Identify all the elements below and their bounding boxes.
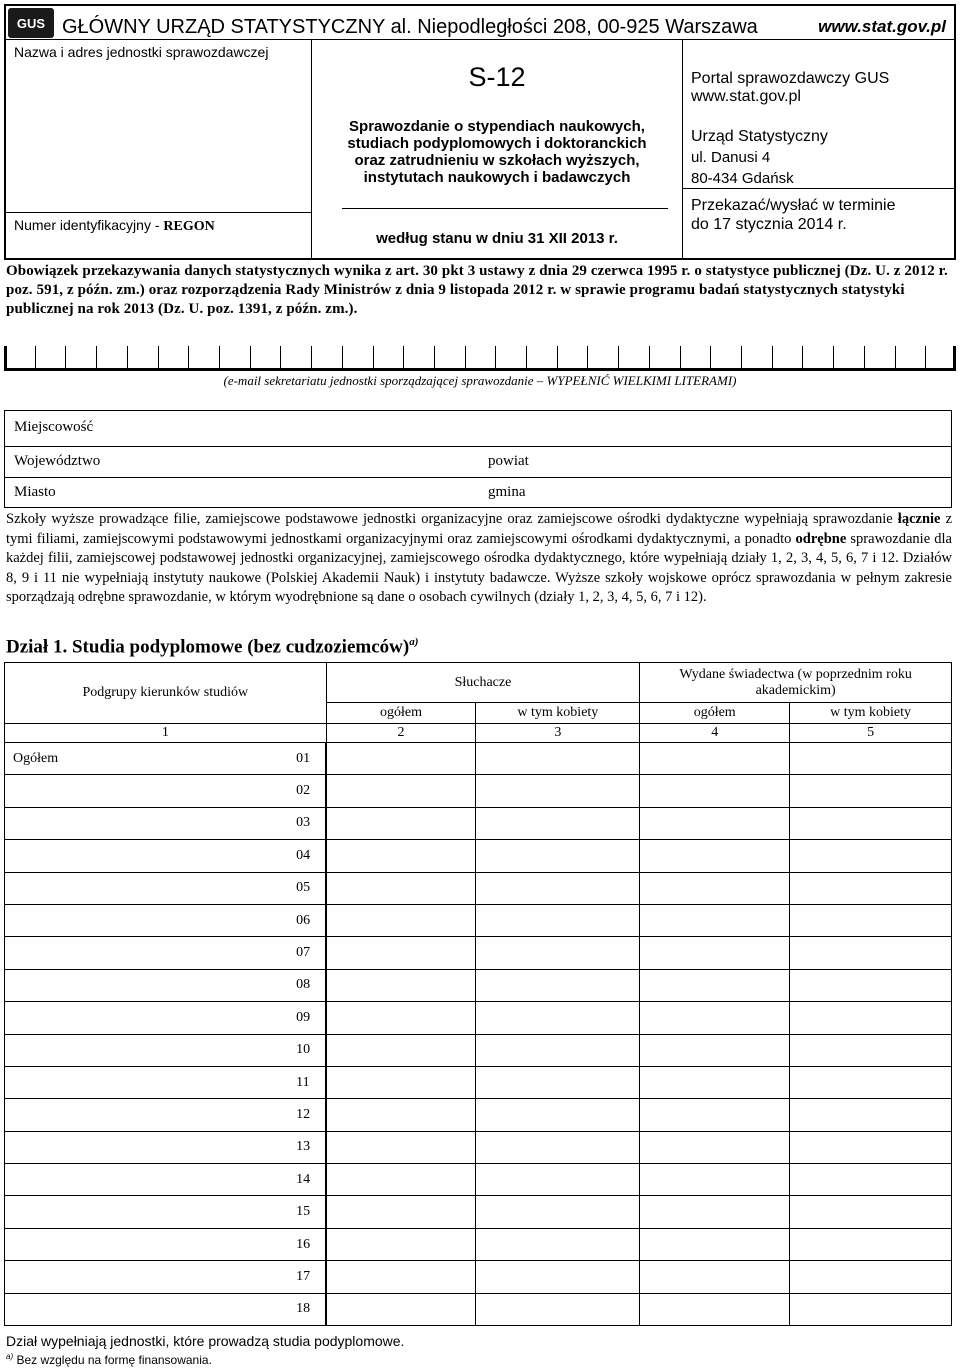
- row-number: 17: [290, 1261, 326, 1293]
- col-number: 4: [640, 724, 790, 743]
- portal-info: [691, 70, 889, 106]
- data-entry-cell[interactable]: [640, 904, 790, 936]
- data-entry-cell[interactable]: [326, 775, 476, 807]
- para-bold: łącznie: [897, 511, 941, 527]
- data-entry-cell[interactable]: [640, 872, 790, 904]
- form-title-block: [312, 40, 682, 258]
- email-char-box-divider: [925, 346, 926, 368]
- col-header-certificates: [640, 663, 952, 703]
- data-entry-cell[interactable]: [326, 937, 476, 969]
- data-entry-cell[interactable]: [790, 1131, 952, 1163]
- data-entry-cell[interactable]: [326, 1228, 476, 1260]
- row-label: [5, 807, 291, 839]
- row-number: 12: [290, 1099, 326, 1131]
- data-entry-cell[interactable]: [790, 1099, 952, 1131]
- form-title-line: studiach podyplomowych i doktoranckich: [347, 135, 647, 152]
- data-entry-cell[interactable]: [640, 1164, 790, 1196]
- divider: [342, 208, 668, 209]
- gus-logo: GUS: [8, 8, 54, 38]
- row-number: 10: [290, 1034, 326, 1066]
- email-char-box-divider: [680, 346, 681, 368]
- data-entry-cell[interactable]: [476, 1196, 640, 1228]
- voivodeship-row[interactable]: [5, 447, 951, 478]
- table-row: [5, 1293, 952, 1325]
- regon-label-bold: REGON: [163, 219, 215, 234]
- data-entry-cell[interactable]: [326, 1099, 476, 1131]
- data-entry-cell[interactable]: [326, 1164, 476, 1196]
- office-line: 80-434 Gdańsk: [691, 170, 794, 187]
- email-char-box-divider: [772, 346, 773, 368]
- email-char-box-divider: [96, 346, 97, 368]
- email-input-boxes[interactable]: [4, 346, 956, 370]
- table-row: [5, 1034, 952, 1066]
- table-row: [5, 775, 952, 807]
- divider: [683, 188, 955, 189]
- col-header-subgroups: [5, 663, 327, 724]
- email-char-box-divider: [35, 346, 36, 368]
- email-char-box-divider: [127, 346, 128, 368]
- data-entry-cell[interactable]: [790, 1066, 952, 1098]
- deadline-line: do 17 stycznia 2014 r.: [691, 216, 847, 233]
- row-number: 07: [290, 937, 326, 969]
- data-entry-cell[interactable]: [790, 840, 952, 872]
- office-name: GŁÓWNY URZĄD STATYSTYCZNY: [62, 16, 385, 38]
- email-char-box-divider: [465, 346, 466, 368]
- data-entry-cell[interactable]: [476, 1099, 640, 1131]
- row-label: [5, 1002, 291, 1034]
- section-title: [6, 636, 418, 658]
- data-entry-cell[interactable]: [640, 775, 790, 807]
- table-row: [5, 1164, 952, 1196]
- locality-field[interactable]: [5, 411, 951, 447]
- table-row: [5, 1066, 952, 1098]
- row-label: [5, 1131, 291, 1163]
- footnote: [6, 1352, 212, 1367]
- row-label: [5, 872, 291, 904]
- data-entry-cell[interactable]: [640, 743, 790, 775]
- row-label: [5, 1196, 291, 1228]
- form-title-line: Sprawozdanie o stypendiach naukowych,: [349, 118, 645, 135]
- data-entry-cell[interactable]: [790, 1293, 952, 1325]
- commune-label: gmina: [488, 484, 526, 500]
- email-char-box-divider: [649, 346, 650, 368]
- email-char-box-divider: [710, 346, 711, 368]
- email-char-box-divider: [833, 346, 834, 368]
- data-entry-cell[interactable]: [790, 1164, 952, 1196]
- col-number: 2: [326, 724, 476, 743]
- col-header-text: Podgrupy kierunków studiów: [82, 685, 249, 700]
- table-row: [5, 743, 952, 775]
- data-entry-cell[interactable]: [476, 969, 640, 1001]
- data-entry-cell[interactable]: [326, 904, 476, 936]
- data-entry-cell[interactable]: [326, 743, 476, 775]
- table-row: [5, 1196, 952, 1228]
- submission-info: [682, 40, 954, 258]
- data-entry-cell[interactable]: [326, 1196, 476, 1228]
- table-row: [5, 1099, 952, 1131]
- data-entry-cell[interactable]: [476, 1228, 640, 1260]
- email-char-box-divider: [953, 346, 956, 368]
- postgraduate-table: [4, 662, 952, 1326]
- para-text: sprawozdanie dla każdej filii, zamiejscowej podstawowej jednostki organizacyjnej, zamiejscowego ośrodka dydaktycznego, które wypełniają działy 1, 2, 3, 4, 5, 6, 7 i 12. Działów 8, 9 i 11 nie wypełniają instytuty naukowe (Polskiej Akademii Nauk) i instytuty badawcze. Wyższe szkoły wojskowe oprócz sprawozdania w pełnym zakresie sporządzają odrębne sprawozdanie, w którym wyodrębnione są dane o osobach cywilnych (działy 1, 2, 3, 4, 5, 6, 7 i 12).: [6, 530, 952, 605]
- row-label: [5, 1099, 291, 1131]
- email-char-box-divider: [864, 346, 865, 368]
- data-entry-cell[interactable]: [326, 872, 476, 904]
- data-entry-cell[interactable]: [476, 1002, 640, 1034]
- office-heading: [62, 16, 758, 38]
- form-title-line: instytutach naukowych i badawczych: [363, 169, 631, 186]
- row-label: [5, 1293, 291, 1325]
- location-box: [4, 410, 952, 508]
- data-entry-cell[interactable]: [640, 1196, 790, 1228]
- data-entry-cell[interactable]: [476, 1034, 640, 1066]
- footnote-mark: a): [409, 636, 419, 648]
- data-entry-cell[interactable]: [326, 1131, 476, 1163]
- data-entry-cell[interactable]: [326, 1261, 476, 1293]
- email-char-box-divider: [526, 346, 527, 368]
- row-label: [5, 937, 291, 969]
- city-row[interactable]: [5, 478, 951, 508]
- data-entry-cell[interactable]: [476, 1261, 640, 1293]
- data-entry-cell[interactable]: [790, 1228, 952, 1260]
- data-entry-cell[interactable]: [790, 1034, 952, 1066]
- data-entry-cell[interactable]: [326, 1293, 476, 1325]
- data-entry-cell[interactable]: [640, 1293, 790, 1325]
- data-entry-cell[interactable]: [326, 969, 476, 1001]
- data-entry-cell[interactable]: [790, 1196, 952, 1228]
- email-char-box-divider: [280, 346, 281, 368]
- data-entry-cell[interactable]: [476, 775, 640, 807]
- row-number: 04: [290, 840, 326, 872]
- footnote-mark: a): [6, 1352, 14, 1361]
- para-text: Szkoły wyższe prowadzące filie, zamiejscowe podstawowe jednostki organizacyjne oraz zamiejscowe ośrodki dydaktyczne wypełniają sprawozdanie: [6, 511, 898, 527]
- table-row: [5, 969, 952, 1001]
- col-header-text: Słuchacze: [454, 674, 512, 690]
- email-char-box-divider: [219, 346, 220, 368]
- data-entry-cell[interactable]: [790, 937, 952, 969]
- col-number: 5: [790, 724, 952, 743]
- data-entry-cell[interactable]: [640, 840, 790, 872]
- data-entry-cell[interactable]: [640, 1002, 790, 1034]
- table-row: [5, 840, 952, 872]
- city-label: Miasto: [14, 484, 56, 500]
- data-entry-cell[interactable]: [476, 937, 640, 969]
- header-top-bar: [6, 6, 954, 40]
- row-number: 16: [290, 1228, 326, 1260]
- email-char-box-divider: [311, 346, 312, 368]
- row-label: [5, 840, 291, 872]
- data-entry-cell[interactable]: [640, 1099, 790, 1131]
- row-number: 06: [290, 904, 326, 936]
- email-char-box-divider: [434, 346, 435, 368]
- row-number: 08: [290, 969, 326, 1001]
- regon-field[interactable]: [6, 212, 312, 258]
- data-entry-cell[interactable]: [790, 807, 952, 839]
- legal-basis-text: Obowiązek przekazywania danych statystycznych wynika z art. 30 pkt 3 ustawy z dnia 29 czerwca 1995 r. o statystyce publicznej (Dz. U. z 2012 r. poz. 591, z późn. zm.) oraz rozporządzenia Rady Ministrów z dnia 9 listopada 2012 r. w sprawie programu badań statystycznych statystyki publicznej na rok 2013 (Dz. U. poz. 1391, z późn. zm.).: [6, 263, 948, 317]
- data-entry-cell[interactable]: [640, 1261, 790, 1293]
- row-number: 01: [290, 743, 326, 775]
- data-entry-cell[interactable]: [790, 1261, 952, 1293]
- row-label: [5, 969, 291, 1001]
- email-char-box-divider: [65, 346, 66, 368]
- office-line: ul. Danusi 4: [691, 149, 771, 166]
- table-row: [5, 904, 952, 936]
- data-entry-cell[interactable]: [326, 1066, 476, 1098]
- email-char-box-divider: [403, 346, 404, 368]
- table-row: [5, 937, 952, 969]
- row-label: [5, 1164, 291, 1196]
- data-entry-cell[interactable]: [476, 1293, 640, 1325]
- col-header-women: w tym kobiety: [476, 703, 640, 724]
- footnote-text: Bez względu na formę finansowania.: [13, 1353, 212, 1367]
- row-label: [5, 1034, 291, 1066]
- form-title-line: oraz zatrudnieniu w szkołach wyższych,: [354, 152, 640, 169]
- email-char-box-divider: [557, 346, 558, 368]
- data-entry-cell[interactable]: [640, 1131, 790, 1163]
- data-entry-cell[interactable]: [476, 807, 640, 839]
- district-label: powiat: [488, 453, 529, 469]
- data-entry-cell[interactable]: [790, 1002, 952, 1034]
- col-header-listeners: [326, 663, 640, 703]
- reporting-unit-field[interactable]: [6, 40, 312, 258]
- instructions-paragraph: [6, 510, 952, 608]
- table-row: [5, 1228, 952, 1260]
- row-label: [5, 775, 291, 807]
- row-number: 02: [290, 775, 326, 807]
- col-header-total: ogółem: [640, 703, 790, 724]
- section-title-text: Dział 1. Studia podyplomowe (bez cudzoziemców): [6, 636, 410, 658]
- address-label: Nazwa i adres jednostki sprawozdawczej: [14, 44, 269, 60]
- website-link[interactable]: www.stat.gov.pl: [818, 17, 946, 36]
- row-label: [5, 1228, 291, 1260]
- email-char-box-divider: [188, 346, 189, 368]
- section-note: Dział wypełniają jednostki, które prowadzą studia podyplomowe.: [6, 1333, 405, 1349]
- row-label: [5, 1066, 291, 1098]
- email-char-box-divider: [618, 346, 619, 368]
- voivodeship-label: Województwo: [14, 453, 101, 469]
- email-char-box-divider: [495, 346, 496, 368]
- data-entry-cell[interactable]: [476, 1164, 640, 1196]
- office-line: Urząd Statystyczny: [691, 128, 828, 145]
- form-date: według stanu w dniu 31 XII 2013 r.: [376, 230, 618, 247]
- data-entry-cell[interactable]: [476, 743, 640, 775]
- data-entry-cell[interactable]: [326, 840, 476, 872]
- row-number: 05: [290, 872, 326, 904]
- table-row: [5, 807, 952, 839]
- email-baseline: [4, 368, 956, 371]
- deadline-line: Przekazać/wysłać w terminie: [691, 197, 896, 214]
- table-row: [5, 1131, 952, 1163]
- row-number: 14: [290, 1164, 326, 1196]
- form-title: [312, 118, 682, 186]
- row-label: [5, 904, 291, 936]
- data-entry-cell[interactable]: [476, 1066, 640, 1098]
- data-entry-cell[interactable]: [476, 872, 640, 904]
- email-char-box-divider: [587, 346, 588, 368]
- data-entry-cell[interactable]: [640, 969, 790, 1001]
- table-row: [5, 1261, 952, 1293]
- data-entry-cell[interactable]: [790, 872, 952, 904]
- row-number: 11: [290, 1066, 326, 1098]
- data-entry-cell[interactable]: [790, 969, 952, 1001]
- row-number: 15: [290, 1196, 326, 1228]
- locality-label: Miejscowość: [14, 419, 94, 435]
- row-number: 13: [290, 1131, 326, 1163]
- table-row: [5, 872, 952, 904]
- data-entry-cell[interactable]: [640, 1034, 790, 1066]
- email-char-box-divider: [4, 346, 7, 368]
- table-row: [5, 1002, 952, 1034]
- email-char-box-divider: [802, 346, 803, 368]
- row-number: 03: [290, 807, 326, 839]
- email-char-box-divider: [158, 346, 159, 368]
- email-char-box-divider: [342, 346, 343, 368]
- para-text: z tymi filiami, zamiejscowymi podstawowymi jednostkami organizacyjnymi oraz zamiejscowymi ośrodkami dydaktycznymi, a ponadto: [6, 511, 953, 547]
- row-number: 18: [290, 1293, 326, 1325]
- data-entry-cell[interactable]: [326, 807, 476, 839]
- data-entry-cell[interactable]: [640, 937, 790, 969]
- data-entry-cell[interactable]: [640, 1228, 790, 1260]
- email-char-box-divider: [373, 346, 374, 368]
- portal-name: Portal sprawozdawczy GUS: [691, 70, 890, 87]
- col-header-text: Wydane świadectwa (w poprzednim roku akademickim): [679, 666, 912, 698]
- email-char-box-divider: [741, 346, 742, 368]
- data-entry-cell[interactable]: [476, 840, 640, 872]
- email-char-box-divider: [895, 346, 896, 368]
- form-code: S-12: [468, 62, 526, 92]
- email-caption: (e-mail sekretariatu jednostki sporządzającej sprawozdanie – WYPEŁNIĆ WIELKIMI LITERAMI): [223, 373, 737, 388]
- col-number: 1: [5, 724, 327, 743]
- email-char-box-divider: [250, 346, 251, 368]
- row-label: [5, 1261, 291, 1293]
- col-number: 3: [476, 724, 640, 743]
- para-bold: odrębne: [795, 530, 847, 547]
- portal-url[interactable]: www.stat.gov.pl: [691, 88, 801, 105]
- data-entry-cell[interactable]: [326, 1034, 476, 1066]
- data-entry-cell[interactable]: [640, 1066, 790, 1098]
- row-number: 09: [290, 1002, 326, 1034]
- data-entry-cell[interactable]: [790, 743, 952, 775]
- col-header-women: w tym kobiety: [790, 703, 952, 724]
- data-entry-cell[interactable]: [326, 1002, 476, 1034]
- data-entry-cell[interactable]: [790, 904, 952, 936]
- data-entry-cell[interactable]: [476, 1131, 640, 1163]
- col-header-total: ogółem: [326, 703, 476, 724]
- data-entry-cell[interactable]: [640, 807, 790, 839]
- data-entry-cell[interactable]: [790, 775, 952, 807]
- regon-label: Numer identyfikacyjny -: [14, 217, 164, 233]
- row-label: Ogółem: [5, 743, 291, 775]
- statistical-office: [691, 126, 828, 189]
- data-entry-cell[interactable]: [476, 904, 640, 936]
- office-address: al. Niepodległości 208, 00-925 Warszawa: [390, 16, 758, 38]
- form-header: [4, 4, 956, 260]
- deadline: [691, 196, 896, 234]
